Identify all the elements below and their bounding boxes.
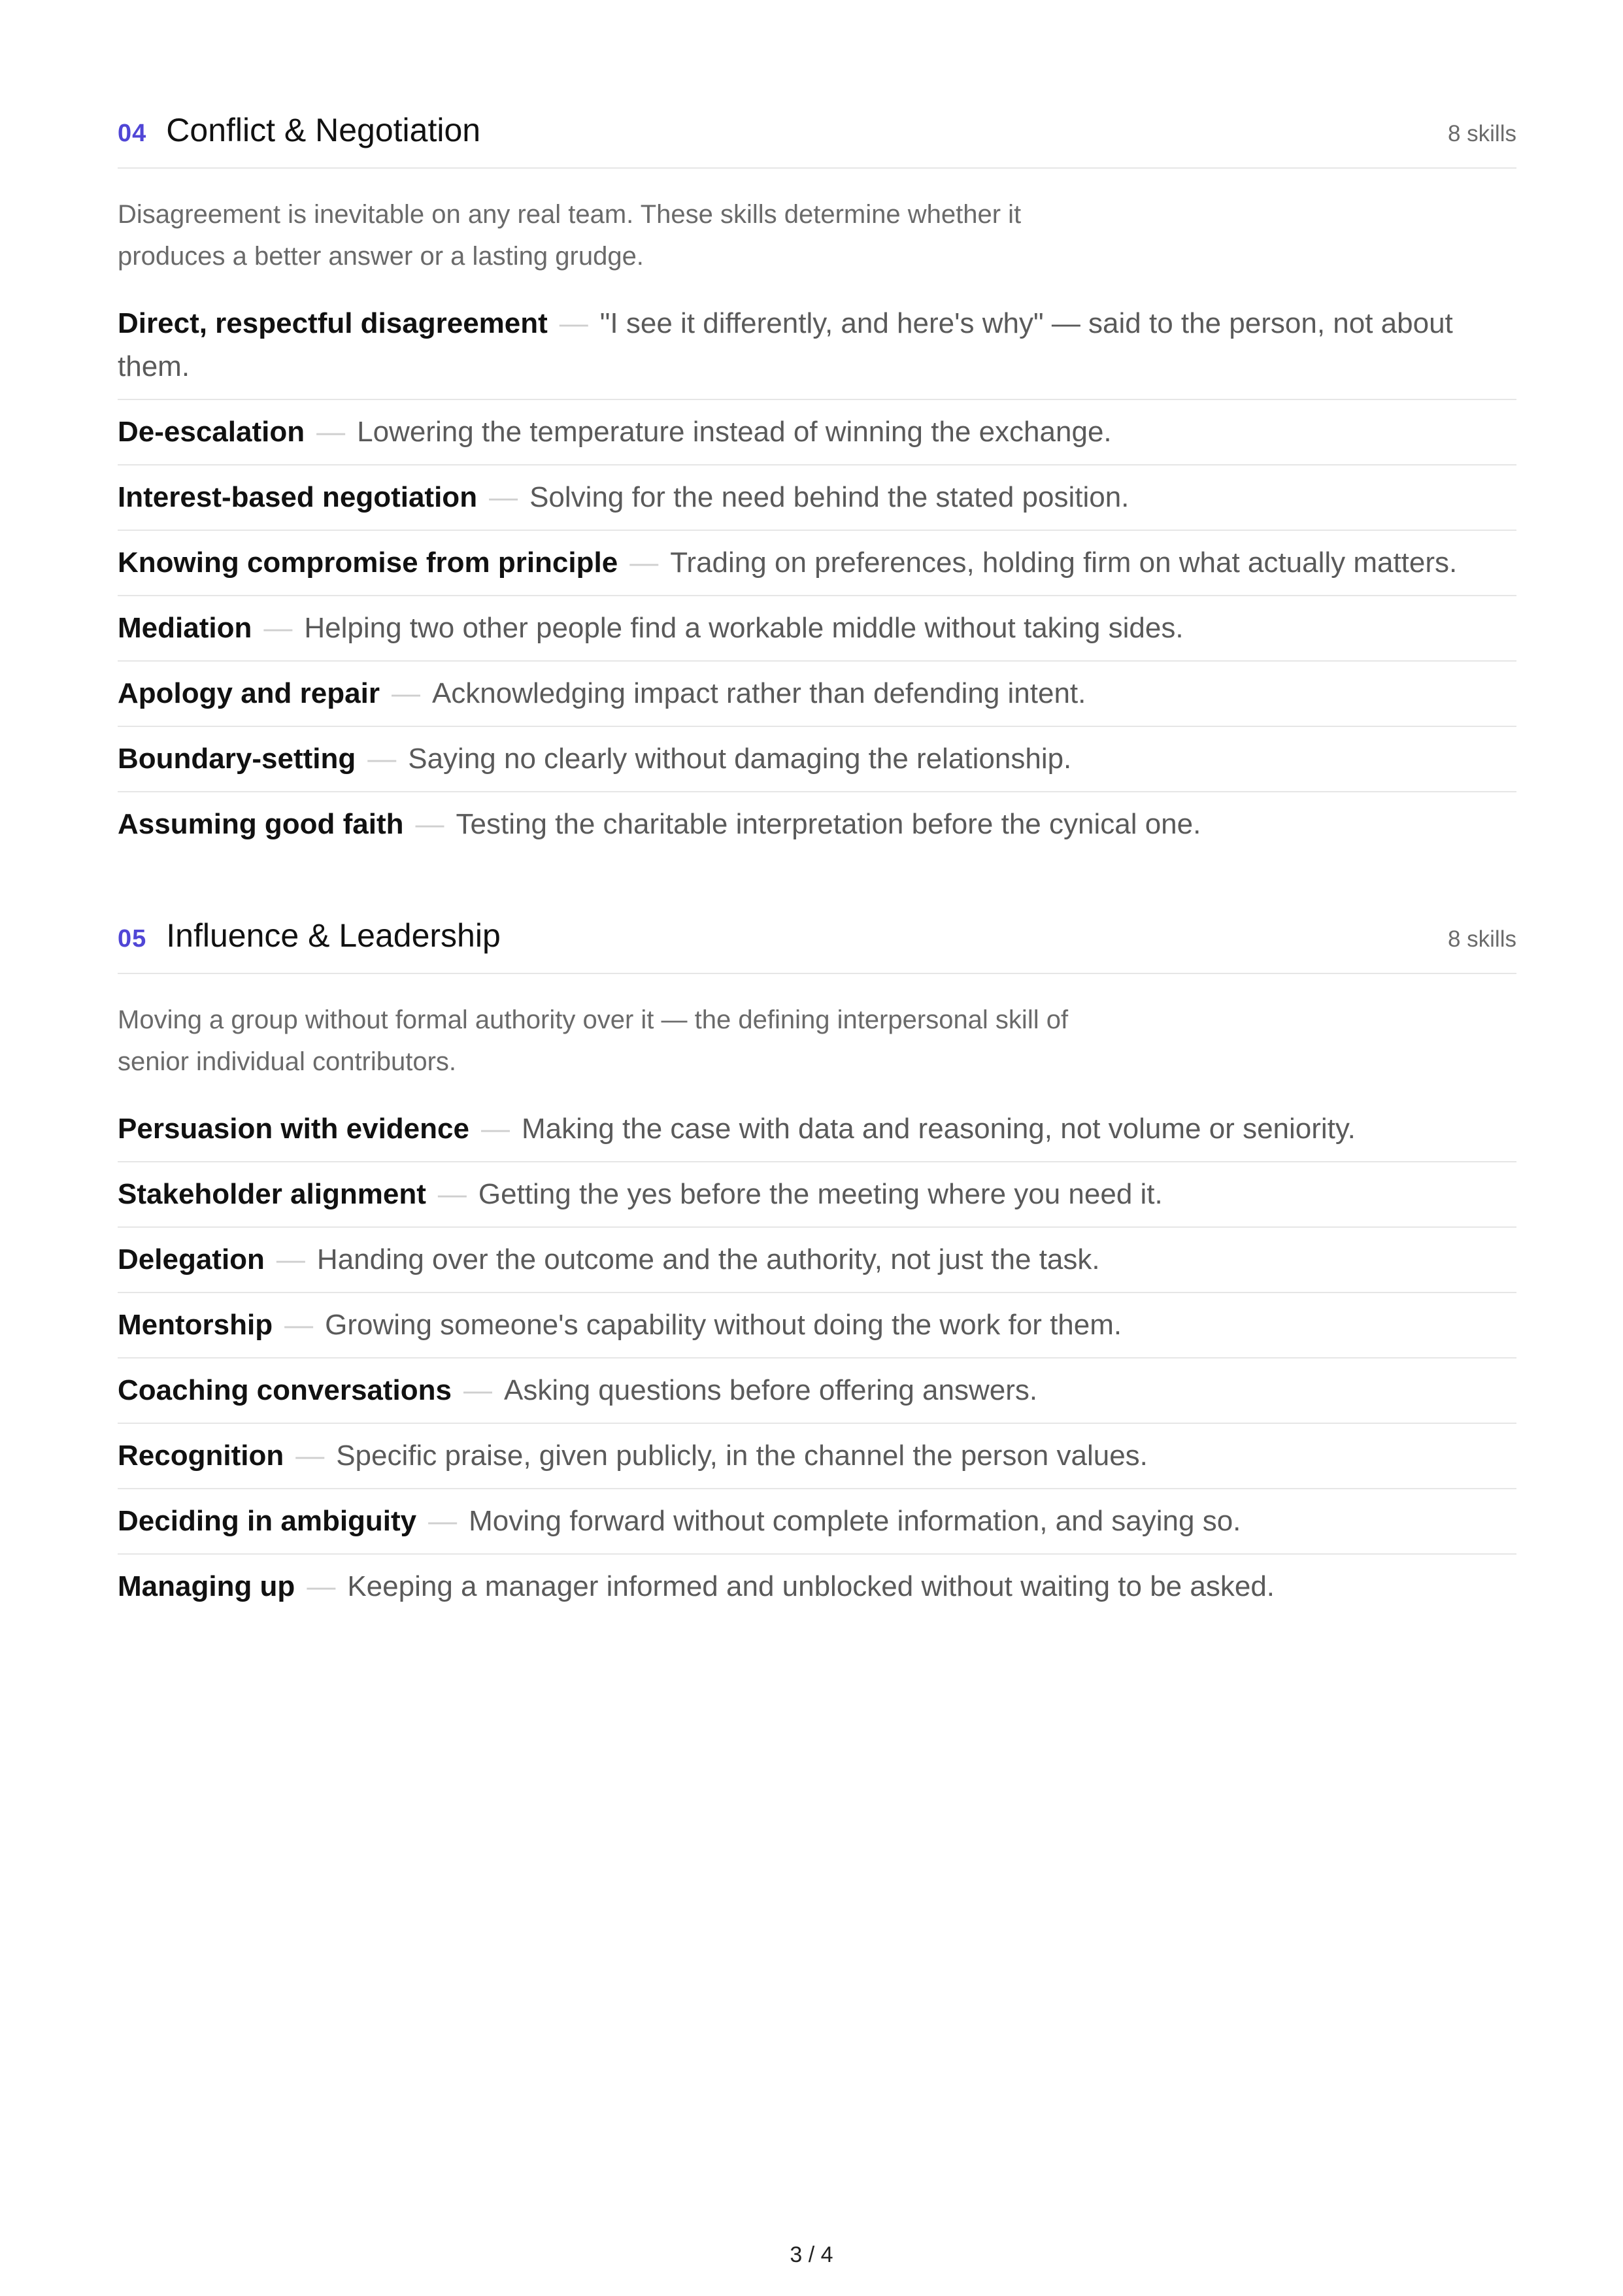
skill-item (118, 1424, 1516, 1489)
skill-separator: — (428, 1505, 458, 1537)
section-description: Disagreement is inevitable on any real team. These skills determine whether it produces a better answer or a lasting grudge. (118, 200, 1022, 271)
skill-name: Boundary-setting (118, 743, 356, 775)
skill-item (118, 1293, 1516, 1359)
skill-item (118, 400, 1516, 465)
document-page (118, 111, 1516, 1679)
skill-description: Saying no clearly without damaging the relationship. (408, 743, 1072, 775)
skill-description: Growing someone's capability without doing the work for them. (325, 1309, 1122, 1341)
skill-name: Stakeholder alignment (118, 1178, 426, 1210)
skill-description: Getting the yes before the meeting where you need it. (478, 1178, 1163, 1210)
skill-name: Coaching conversations (118, 1374, 452, 1406)
skill-name: Direct, respectful disagreement (118, 307, 548, 339)
section-influence-leadership (118, 917, 1516, 1619)
skill-separator: — (295, 1440, 325, 1472)
skill-name: Deciding in ambiguity (118, 1505, 417, 1537)
page-indicator: 3 / 4 (790, 2242, 833, 2267)
skill-name: Apology and repair (118, 677, 380, 709)
skill-item (118, 465, 1516, 531)
skill-name: Delegation (118, 1243, 265, 1275)
skill-separator: — (437, 1178, 467, 1210)
skill-name: Managing up (118, 1570, 295, 1602)
skill-description: Moving forward without complete information, and saying so. (469, 1505, 1241, 1537)
skill-name: Recognition (118, 1440, 284, 1472)
skill-separator: — (263, 612, 293, 644)
skill-description: Lowering the temperature instead of winning the exchange. (357, 416, 1112, 448)
section-title: Influence & Leadership (166, 917, 501, 954)
skill-count: 8 skills (1447, 926, 1516, 952)
skill-item (118, 727, 1516, 792)
skill-description: Helping two other people find a workable middle without taking sides. (304, 612, 1184, 644)
skill-separator: — (276, 1243, 305, 1275)
skill-item (118, 1359, 1516, 1424)
section-header (118, 111, 1516, 169)
skill-separator: — (559, 307, 588, 339)
skill-name: Knowing compromise from principle (118, 547, 618, 579)
skill-separator: — (284, 1309, 314, 1341)
skill-name: Interest-based negotiation (118, 481, 478, 513)
skill-description: Acknowledging impact rather than defending intent. (431, 677, 1086, 709)
skill-description: Testing the charitable interpretation before the cynical one. (456, 808, 1201, 840)
skill-item (118, 531, 1516, 596)
skill-item (118, 1555, 1516, 1619)
skill-count: 8 skills (1447, 121, 1516, 146)
skill-description: Specific praise, given publicly, in the channel the person values. (336, 1440, 1148, 1472)
skill-description: Handing over the outcome and the authority, not just the task. (316, 1243, 1100, 1275)
skill-name: Assuming good faith (118, 808, 404, 840)
skill-item (118, 662, 1516, 727)
section-description: Moving a group without formal authority over it — the defining interpersonal skill of senior individual contributors. (118, 1005, 1069, 1076)
skill-description: "I see it differently, and here's why" — said to the person, not about them. (118, 307, 1453, 382)
skill-description: Making the case with data and reasoning, not volume or seniority. (521, 1113, 1356, 1145)
skill-description: Keeping a manager informed and unblocked without waiting to be asked. (347, 1570, 1275, 1602)
skill-item (118, 1097, 1516, 1162)
skill-separator: — (391, 677, 420, 709)
skill-item (118, 292, 1516, 400)
section-number: 04 (118, 120, 147, 147)
section-number: 05 (118, 925, 147, 953)
skill-item (118, 1489, 1516, 1555)
skill-separator: — (307, 1570, 336, 1602)
skill-description: Trading on preferences, holding firm on what actually matters. (670, 547, 1458, 579)
skill-name: De-escalation (118, 416, 305, 448)
skill-item (118, 1228, 1516, 1293)
skill-separator: — (316, 416, 346, 448)
skill-item (118, 792, 1516, 856)
section-conflict-negotiation (118, 111, 1516, 856)
skill-name: Persuasion with evidence (118, 1113, 469, 1145)
section-title: Conflict & Negotiation (166, 112, 481, 148)
skill-name: Mediation (118, 612, 252, 644)
skill-item (118, 596, 1516, 662)
skill-separator: — (489, 481, 518, 513)
skill-separator: — (629, 547, 659, 579)
skill-name: Mentorship (118, 1309, 273, 1341)
skill-separator: — (480, 1113, 510, 1145)
skill-separator: — (415, 808, 444, 840)
skill-description: Solving for the need behind the stated position. (529, 481, 1129, 513)
skill-separator: — (463, 1374, 493, 1406)
section-title-wrap (118, 917, 501, 954)
section-title-wrap (118, 111, 480, 149)
skill-item (118, 1162, 1516, 1228)
skill-description: Asking questions before offering answers. (504, 1374, 1038, 1406)
skill-separator: — (367, 743, 397, 775)
section-header (118, 917, 1516, 974)
